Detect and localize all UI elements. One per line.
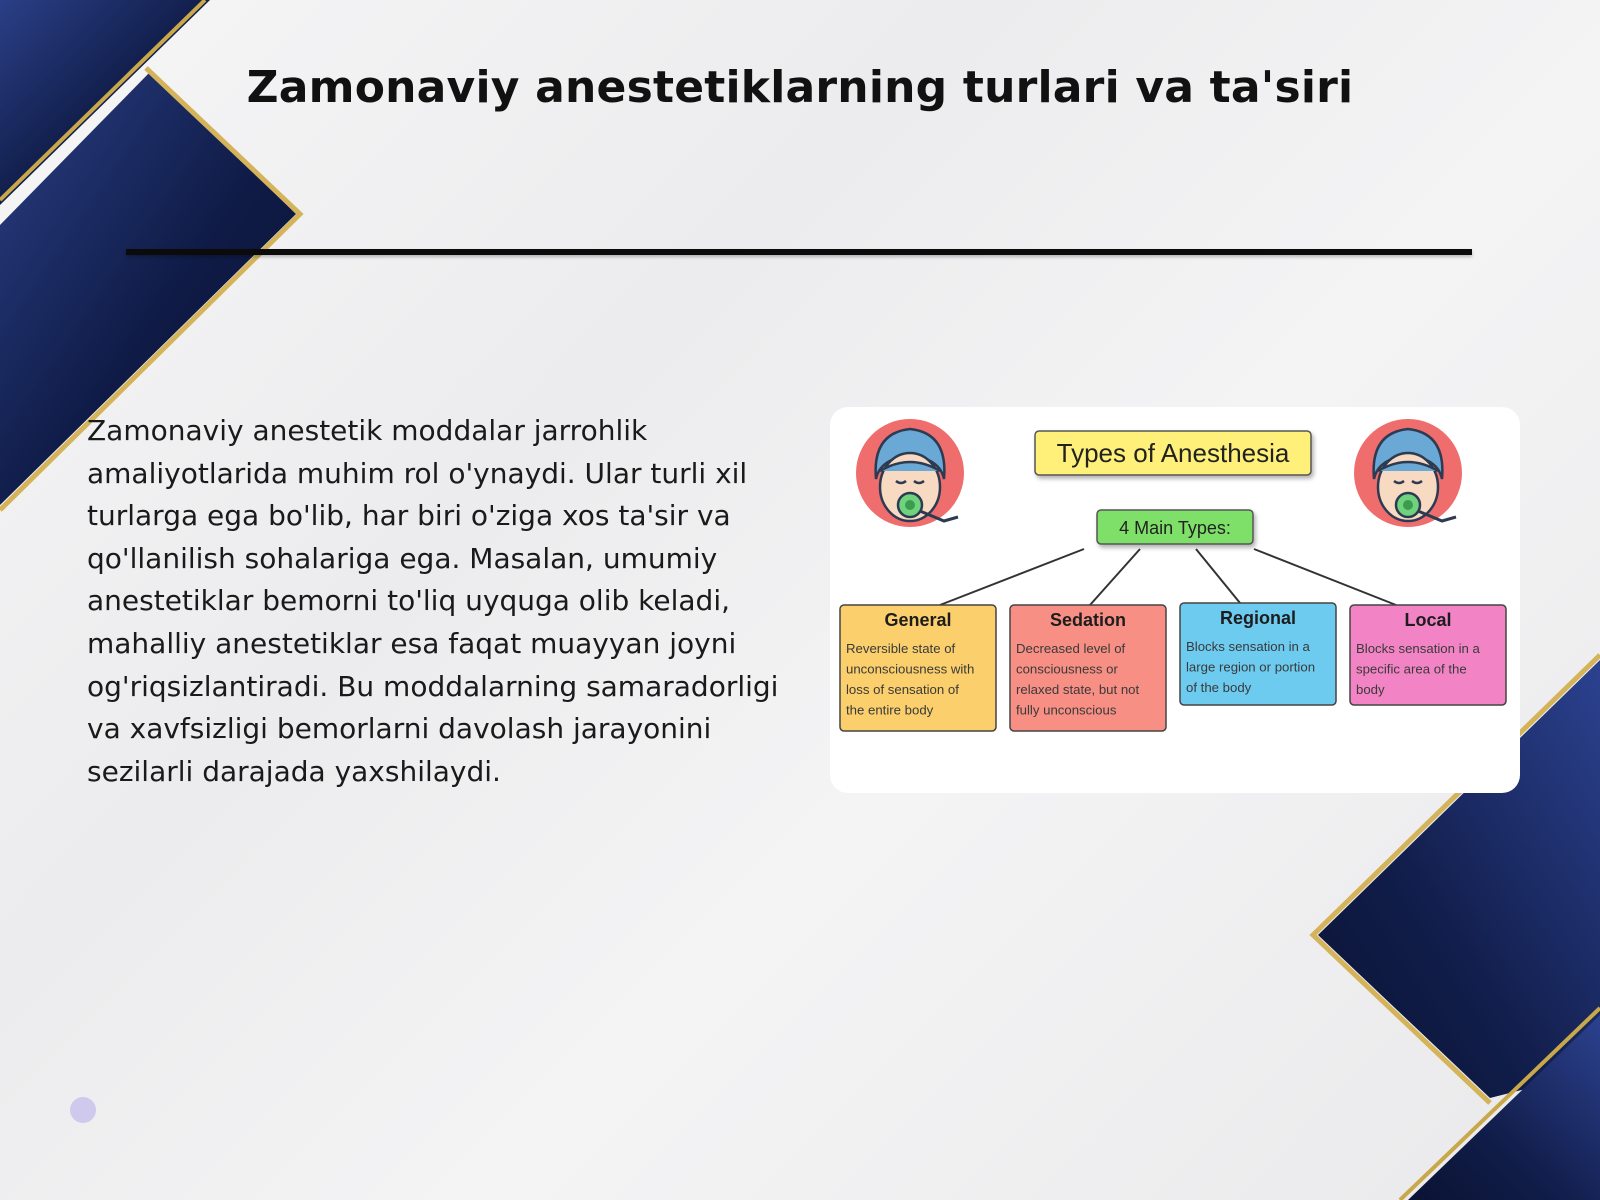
type-description-line: Blocks sensation in a — [1186, 639, 1310, 654]
connector-line — [1196, 549, 1240, 603]
type-name: Local — [1404, 610, 1452, 630]
type-description-line: Decreased level of — [1016, 641, 1126, 656]
type-box-general — [840, 605, 996, 731]
figure-title: Types of Anesthesia — [1056, 438, 1290, 468]
type-description-line: specific area of the — [1356, 661, 1467, 677]
figure-type-boxes — [840, 603, 1506, 731]
type-description-line: fully unconscious — [1016, 702, 1117, 718]
type-description-line: the entire body — [846, 702, 934, 718]
figure-subtitle: 4 Main Types: — [1119, 518, 1231, 538]
type-description-line: Reversible state of — [846, 641, 956, 656]
type-description-line: unconsciousness with — [846, 661, 975, 677]
type-name: General — [884, 610, 952, 630]
connector-line — [1254, 549, 1396, 605]
figure-connectors — [940, 549, 1396, 605]
slide-title: Zamonaviy anestetiklarning turlari va ta'siri — [246, 62, 1354, 113]
type-description-line: relaxed state, but not — [1016, 682, 1140, 697]
type-box-local — [1350, 605, 1506, 705]
type-description-line: of the body — [1186, 680, 1252, 695]
type-box-sedation — [1010, 605, 1166, 731]
patient-mask-icon — [856, 419, 964, 527]
type-box-regional — [1180, 603, 1336, 705]
type-description-line: Blocks sensation in a — [1356, 641, 1480, 656]
anesthesia-types-figure — [830, 407, 1520, 793]
title-divider — [126, 249, 1472, 255]
connector-line — [1090, 549, 1140, 605]
slide-indicator-dot — [70, 1097, 96, 1123]
connector-line — [940, 549, 1084, 605]
type-description-line: consciousness or — [1016, 661, 1118, 677]
type-name: Regional — [1219, 608, 1297, 628]
type-name: Sedation — [1049, 610, 1127, 630]
type-description-line: loss of sensation of — [846, 682, 959, 697]
patient-mask-icon — [1354, 419, 1462, 527]
type-description-line: body — [1356, 682, 1385, 697]
slide-body-text: Zamonaviy anestetik moddalar jarrohlik amaliyotlarida muhim rol o'ynaydi. Ular turli xil turlarga ega bo'lib, har biri o'ziga xos ta'sir va qo'llanilish sohalariga ega. Masalan, umumiy anestetiklar bemorni to'liq uyquga olib keladi, mahalliy anestetiklar esa faqat muayyan joyni og'riqsizlantiradi. Bu moddalarning samaradorligi va xavfsizligi bemorlarni davolash jarayonini sezilarli darajada yaxshilaydi. — [87, 414, 779, 788]
type-description-line: large region or portion — [1186, 659, 1316, 675]
